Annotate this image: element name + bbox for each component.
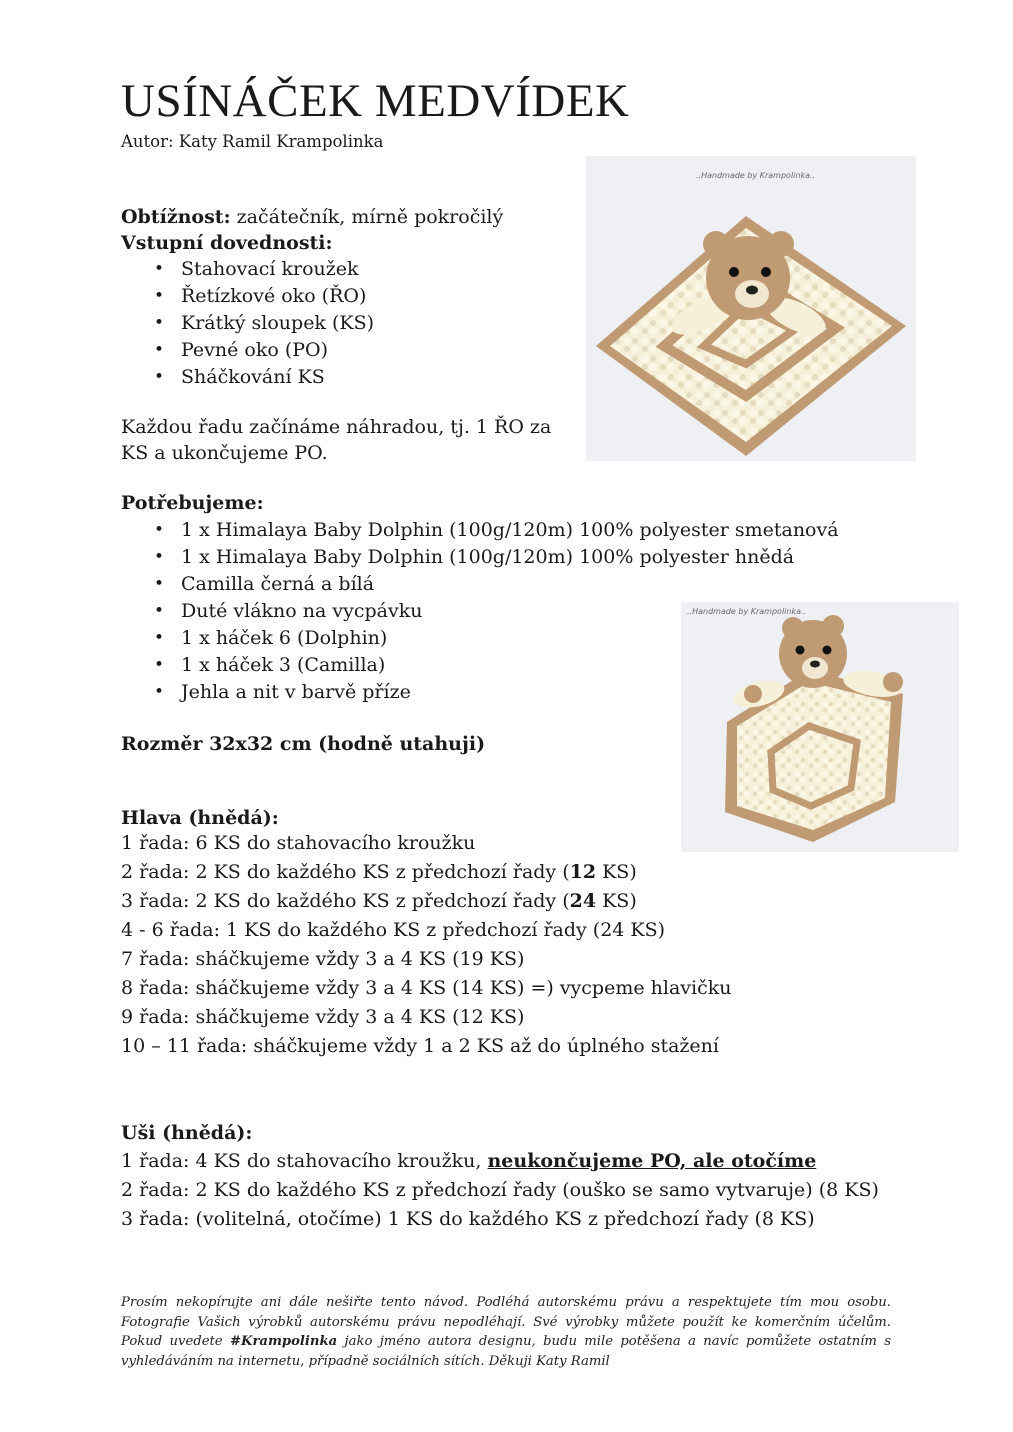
difficulty-label: Obtížnost: [121, 206, 231, 228]
size-line: Rozměr 32x32 cm (hodně utahuji) [121, 733, 486, 755]
photo-lovey-flat-image [586, 156, 916, 461]
skills-list [121, 256, 374, 391]
list-item: • Sháčkování KS [121, 364, 374, 391]
list-item: • 1 x háček 3 (Camilla) [121, 652, 839, 679]
note-line-1: Každou řadu začínáme náhradou, tj. 1 ŘO za [121, 416, 552, 438]
head-row: 8 řada: sháčkujeme vždy 3 a 4 KS (14 KS) =) vycpeme hlavičku [121, 977, 732, 999]
head-row: 9 řada: sháčkujeme vždy 3 a 4 KS (12 KS) [121, 1006, 525, 1028]
difficulty-value: začátečník, mírně pokročilý [230, 206, 504, 228]
ears-rows [121, 1147, 879, 1234]
ears-row: 3 řada: (volitelná, otočíme) 1 KS do každého KS z předchozí řady (8 KS) [121, 1208, 815, 1230]
note-line-2: KS a ukončujeme PO. [121, 442, 328, 464]
photo-lovey-standing-image [681, 602, 959, 852]
list-item: • Řetízkové oko (ŘO) [121, 283, 374, 310]
list-item: • Pevné oko (PO) [121, 337, 374, 364]
list-item: • Jehla a nit v barvě příze [121, 679, 839, 706]
head-heading: Hlava (hnědá): [121, 807, 279, 829]
materials-heading: Potřebujeme: [121, 492, 264, 514]
skills-heading: Vstupní dovednosti: [121, 232, 333, 254]
head-row: 1 řada: 6 KS do stahovacího kroužku [121, 832, 476, 854]
list-item: • Duté vlákno na vycpávku [121, 598, 839, 625]
hashtag: #Krampolinka [229, 1334, 338, 1349]
head-row: 7 řada: sháčkujeme vždy 3 a 4 KS (19 KS) [121, 948, 525, 970]
head-rows [121, 829, 732, 1061]
head-row: 10 – 11 řada: sháčkujeme vždy 1 a 2 KS až do úplného stažení [121, 1035, 719, 1057]
list-item: • Krátký sloupek (KS) [121, 310, 374, 337]
head-row: 4 - 6 řada: 1 KS do každého KS z předchozí řady (24 KS) [121, 919, 666, 941]
list-item: • 1 x háček 6 (Dolphin) [121, 625, 839, 652]
photo-lovey-standing [681, 602, 959, 852]
head-row: 3 řada: 2 KS do každého KS z předchozí řady (24 KS) [121, 890, 637, 912]
photo-lovey-flat [586, 156, 916, 461]
page-title: USÍNÁČEK MEDVÍDEK [121, 75, 630, 127]
ears-row: 2 řada: 2 KS do každého KS z předchozí řady (ouško se samo vytvaruje) (8 KS) [121, 1179, 879, 1201]
list-item: • 1 x Himalaya Baby Dolphin (100g/120m) 100% polyester smetanová [121, 517, 839, 544]
list-item: • 1 x Himalaya Baby Dolphin (100g/120m) 100% polyester hnědá [121, 544, 839, 571]
head-row: 2 řada: 2 KS do každého KS z předchozí řady (12 KS) [121, 861, 637, 883]
list-item: • Stahovací kroužek [121, 256, 374, 283]
list-item: • Camilla černá a bílá [121, 571, 839, 598]
copyright-footer: Prosím nekopírujte ani dále nešiřte tento návod. Podléhá autorskému právu a respektujete tím mou osobu. Fotografie Vašich výrobků autorskému právu nepodléhají. Své výrobky můžete použít ke komerčním účelům. Pokud uvedete #Krampolinka jako jméno autora designu, budu mile potěšena a navíc pomůžete ostatním s vyhledáváním na internetu, případně sociálních sítích. Děkuji Katy Ramil [121, 1295, 891, 1369]
photo1-watermark: ..Handmade by Krampolinka.. [696, 171, 816, 180]
difficulty-line [121, 204, 503, 231]
ears-emphasis: neukončujeme PO, ale otočíme [487, 1150, 817, 1172]
photo2-watermark: ..Handmade by Krampolinka.. [687, 607, 807, 616]
ears-heading: Uši (hnědá): [121, 1122, 253, 1144]
author-line: Autor: Katy Ramil Krampolinka [121, 132, 384, 151]
ears-row: 1 řada: 4 KS do stahovacího kroužku, neukončujeme PO, ale otočíme [121, 1150, 817, 1172]
